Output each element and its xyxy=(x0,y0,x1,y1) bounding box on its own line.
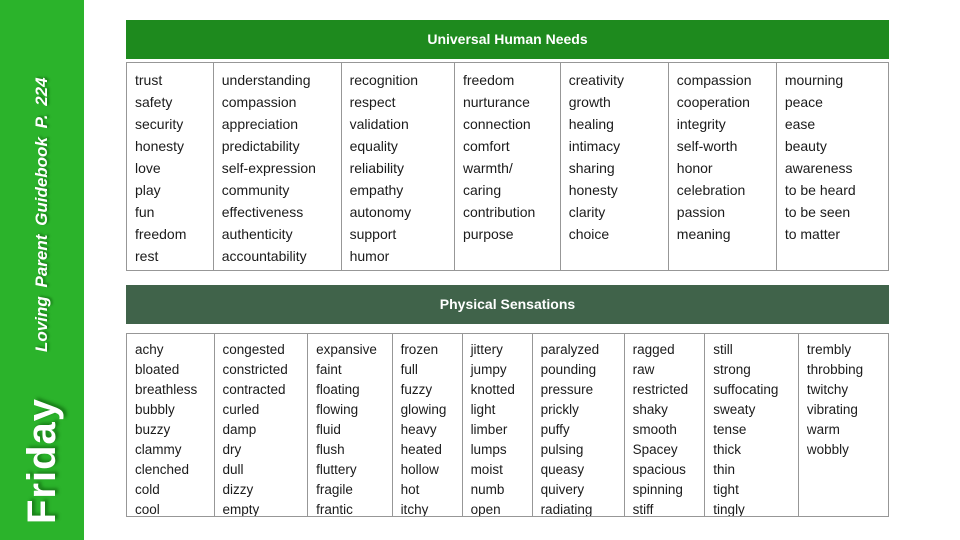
word-item: open xyxy=(470,502,501,516)
word-item: honesty xyxy=(568,182,618,198)
word-item: raw xyxy=(632,362,655,377)
word-item: achy xyxy=(135,342,164,357)
word-item: curled xyxy=(222,402,260,417)
word-item: caring xyxy=(462,182,502,198)
word-column xyxy=(215,334,309,516)
word-item: clammy xyxy=(135,442,182,457)
word-item: flowing xyxy=(316,402,359,417)
word-item: self-expression xyxy=(221,160,316,176)
word-item: pressure xyxy=(540,382,594,397)
word-item: warmth/ xyxy=(462,160,513,176)
word-column xyxy=(777,63,888,270)
word-item: fragile xyxy=(316,482,353,497)
word-item: dizzy xyxy=(222,482,254,497)
word-item: intimacy xyxy=(568,138,621,154)
word-item: beauty xyxy=(784,138,827,154)
word-item: pulsing xyxy=(540,442,584,457)
word-item: meaning xyxy=(676,226,731,242)
word-item: empathy xyxy=(349,182,404,198)
word-item: radiating xyxy=(540,502,593,516)
word-item: floating xyxy=(316,382,360,397)
word-column xyxy=(455,63,561,270)
word-item: purpose xyxy=(462,226,514,242)
word-item: faint xyxy=(316,362,342,377)
word-item: puffy xyxy=(540,422,570,437)
needs-table-body xyxy=(126,62,889,271)
word-item: nurturance xyxy=(462,94,530,110)
word-item: stiff xyxy=(632,502,654,516)
word-item: thin xyxy=(713,462,736,477)
word-item: cold xyxy=(135,482,160,497)
word-item: expansive xyxy=(316,342,377,357)
word-column xyxy=(625,334,706,516)
word-item: humor xyxy=(349,248,390,264)
word-item: contribution xyxy=(462,204,536,220)
word-item: creativity xyxy=(568,72,624,88)
word-item: freedom xyxy=(135,226,187,242)
word-item: warm xyxy=(806,422,840,437)
word-item: throbbing xyxy=(806,362,864,377)
word-item: sweaty xyxy=(713,402,756,417)
word-item: honesty xyxy=(135,138,185,154)
word-item: rest xyxy=(135,248,159,264)
word-item: sharing xyxy=(568,160,615,176)
word-item: community xyxy=(221,182,290,198)
word-item: reliability xyxy=(349,160,405,176)
word-column xyxy=(669,63,777,270)
word-item: awareness xyxy=(784,160,853,176)
word-column xyxy=(127,334,215,516)
word-column xyxy=(533,334,625,516)
word-item: self-worth xyxy=(676,138,738,154)
word-item: peace xyxy=(784,94,823,110)
word-column xyxy=(308,334,392,516)
word-column xyxy=(342,63,455,270)
word-item: constricted xyxy=(222,362,288,377)
word-item: paralyzed xyxy=(540,342,600,357)
word-item: validation xyxy=(349,116,409,132)
word-item: restricted xyxy=(632,382,689,397)
word-item: comfort xyxy=(462,138,510,154)
word-item: strong xyxy=(713,362,751,377)
word-item: choice xyxy=(568,226,610,242)
word-item: damp xyxy=(222,422,257,437)
word-item: queasy xyxy=(540,462,585,477)
word-item: clenched xyxy=(135,462,190,477)
needs-table-title: Universal Human Needs xyxy=(126,20,889,59)
word-column xyxy=(799,334,888,516)
word-item: connection xyxy=(462,116,531,132)
word-item: twitchy xyxy=(806,382,849,397)
word-item: fuzzy xyxy=(400,382,433,397)
word-item: heavy xyxy=(400,422,437,437)
word-item: moist xyxy=(470,462,503,477)
word-item: compassion xyxy=(676,72,752,88)
word-column xyxy=(705,334,799,516)
word-item: hollow xyxy=(400,462,439,477)
word-item: autonomy xyxy=(349,204,412,220)
word-item: jittery xyxy=(470,342,503,357)
word-item: appreciation xyxy=(221,116,299,132)
word-item: ragged xyxy=(632,342,675,357)
word-item: trembly xyxy=(806,342,852,357)
day-ribbon xyxy=(0,0,84,540)
word-item: love xyxy=(135,160,161,176)
word-item: full xyxy=(400,362,418,377)
word-item: glowing xyxy=(400,402,447,417)
word-item: spacious xyxy=(632,462,686,477)
word-item: quivery xyxy=(540,482,585,497)
word-column xyxy=(127,63,214,270)
word-item: play xyxy=(135,182,161,198)
word-item: tingly xyxy=(713,502,745,516)
physical-sensations-table xyxy=(126,285,889,517)
word-item: growth xyxy=(568,94,611,110)
word-item: accountability xyxy=(221,248,307,264)
word-item: numb xyxy=(470,482,505,497)
word-item: celebration xyxy=(676,182,746,198)
word-item: Spacey xyxy=(632,442,678,457)
word-item: thick xyxy=(713,442,742,457)
word-item: congested xyxy=(222,342,285,357)
word-item: hot xyxy=(400,482,420,497)
word-item: understanding xyxy=(221,72,311,88)
word-item: recognition xyxy=(349,72,419,88)
word-item: empty xyxy=(222,502,260,516)
word-item: frozen xyxy=(400,342,439,357)
word-item: jumpy xyxy=(470,362,507,377)
word-column xyxy=(561,63,669,270)
word-item: healing xyxy=(568,116,614,132)
word-item: knotted xyxy=(470,382,515,397)
word-item: security xyxy=(135,116,184,132)
word-item: predictability xyxy=(221,138,300,154)
word-item: honor xyxy=(676,160,713,176)
word-item: integrity xyxy=(676,116,726,132)
word-item: limber xyxy=(470,422,508,437)
word-item: heated xyxy=(400,442,442,457)
word-item: suffocating xyxy=(713,382,779,397)
word-column xyxy=(463,334,533,516)
word-item: cooperation xyxy=(676,94,750,110)
sensations-table-body xyxy=(126,333,889,517)
word-item: trust xyxy=(135,72,163,88)
word-item: equality xyxy=(349,138,398,154)
word-item: respect xyxy=(349,94,396,110)
word-item: dry xyxy=(222,442,242,457)
word-item: support xyxy=(349,226,397,242)
word-item: bloated xyxy=(135,362,180,377)
word-item: buzzy xyxy=(135,422,171,437)
word-item: cool xyxy=(135,502,160,516)
word-item: fun xyxy=(135,204,155,220)
word-item: ease xyxy=(784,116,816,132)
word-column xyxy=(214,63,342,270)
word-column xyxy=(393,334,463,516)
word-item: to be heard xyxy=(784,182,856,198)
word-item: fluid xyxy=(316,422,341,437)
word-item: itchy xyxy=(400,502,429,516)
word-item: flush xyxy=(316,442,345,457)
word-item: authenticity xyxy=(221,226,293,242)
word-item: to matter xyxy=(784,226,841,242)
word-item: freedom xyxy=(462,72,515,88)
sensations-table-title: Physical Sensations xyxy=(126,285,889,324)
word-item: bubbly xyxy=(135,402,175,417)
word-item: tight xyxy=(713,482,739,497)
word-item: clarity xyxy=(568,204,606,220)
word-item: safety xyxy=(135,94,173,110)
source-reference-label: Loving Parent Guidebook P. 224 xyxy=(32,77,51,352)
universal-human-needs-table xyxy=(126,20,889,271)
word-item: shaky xyxy=(632,402,668,417)
day-ribbon-rotated-text xyxy=(0,0,84,540)
word-item: frantic xyxy=(316,502,353,516)
word-item: prickly xyxy=(540,402,579,417)
word-item: dull xyxy=(222,462,244,477)
word-item: mourning xyxy=(784,72,844,88)
word-item: spinning xyxy=(632,482,683,497)
word-item: contracted xyxy=(222,382,286,397)
word-item: compassion xyxy=(221,94,297,110)
word-item: breathless xyxy=(135,382,198,397)
word-item: fluttery xyxy=(316,462,357,477)
word-item: smooth xyxy=(632,422,677,437)
word-item: still xyxy=(713,342,733,357)
word-item: effectiveness xyxy=(221,204,304,220)
word-item: lumps xyxy=(470,442,507,457)
word-item: tense xyxy=(713,422,747,437)
word-item: to be seen xyxy=(784,204,851,220)
word-item: wobbly xyxy=(806,442,849,457)
word-item: light xyxy=(470,402,496,417)
word-item: passion xyxy=(676,204,726,220)
word-item: pounding xyxy=(540,362,597,377)
word-item: vibrating xyxy=(806,402,858,417)
day-label: Friday xyxy=(19,397,64,524)
